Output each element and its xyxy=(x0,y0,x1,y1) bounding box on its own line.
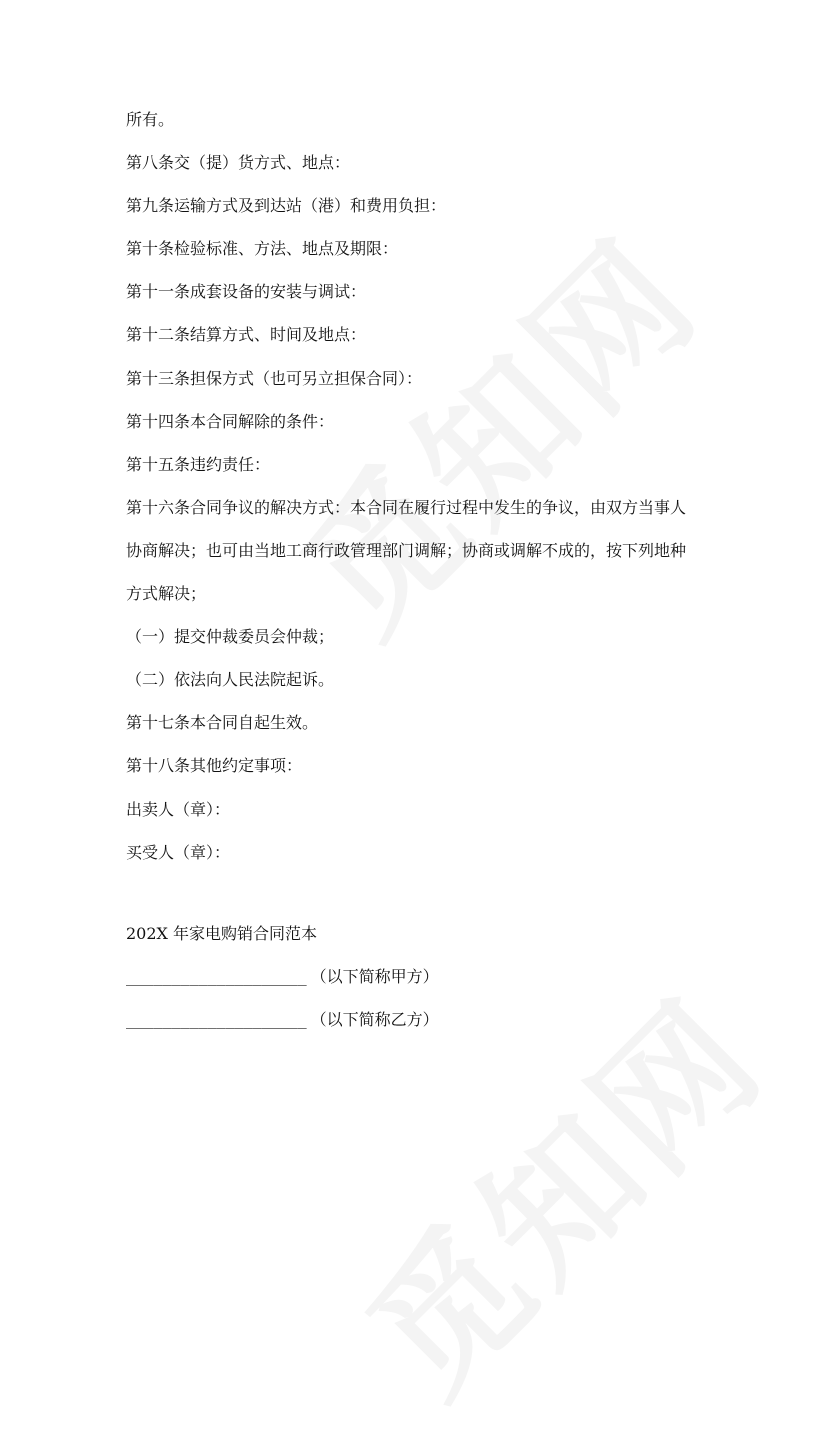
party-b-line xyxy=(126,1010,726,1030)
second-document-title: 202X 年家电购销合同范本 xyxy=(126,923,318,943)
clause-17: 第十七条本合同自起生效。 xyxy=(126,713,319,733)
clause-9: 第九条运输方式及到达站（港）和费用负担： xyxy=(126,196,447,216)
clause-16-option-2: （二）依法向人民法院起诉。 xyxy=(126,670,335,690)
party-b-label: （以下简称乙方） xyxy=(310,1009,439,1029)
clause-13: 第十三条担保方式（也可另立担保合同）： xyxy=(126,368,423,388)
buyer-signature-line: 买受人（章）： xyxy=(126,842,231,862)
document-body xyxy=(126,110,726,1053)
clause-16-line-1: 第十六条合同争议的解决方式：本合同在履行过程中发生的争议，由双方当事人 xyxy=(126,497,687,517)
party-a-line xyxy=(126,967,726,987)
section-gap xyxy=(126,886,726,924)
clause-18: 第十八条其他约定事项： xyxy=(126,756,303,776)
clause-11: 第十一条成套设备的安装与调试： xyxy=(126,282,367,302)
clause-16-line-3: 方式解决； xyxy=(126,584,207,604)
paragraph-line: 所有。 xyxy=(126,110,175,129)
party-a-blank[interactable]: ____________________ xyxy=(126,967,307,986)
clause-14: 第十四条本合同解除的条件： xyxy=(126,411,335,431)
clause-10: 第十条检验标准、方法、地点及期限： xyxy=(126,239,399,259)
clause-15: 第十五条违约责任： xyxy=(126,454,271,474)
seller-signature-line: 出卖人（章）： xyxy=(126,799,231,819)
clause-16-line-2: 协商解决；也可由当地工商行政管理部门调解；协商或调解不成的，按下列地种 xyxy=(126,540,687,560)
clause-8: 第八条交（提）货方式、地点： xyxy=(126,153,351,173)
party-b-blank[interactable]: ____________________ xyxy=(126,1010,307,1029)
clause-16-option-1: （一）提交仲裁委员会仲裁； xyxy=(126,627,335,647)
party-a-label: （以下简称甲方） xyxy=(310,966,439,986)
clause-12: 第十二条结算方式、时间及地点： xyxy=(126,325,367,345)
